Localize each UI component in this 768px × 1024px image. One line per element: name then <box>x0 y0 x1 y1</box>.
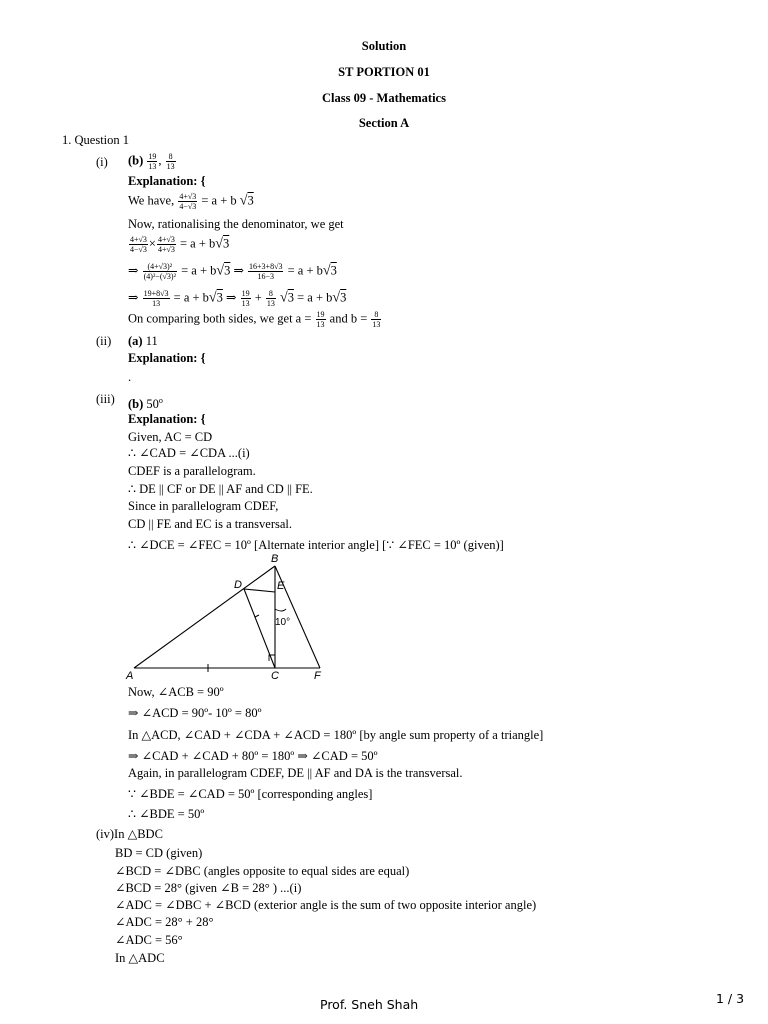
solution-line: ∴ ∠DCE = ∠FEC = 10º [Alternate interior angle] [∵ ∠FEC = 10º (given)] <box>128 538 504 552</box>
part-iv-heading: (iv)In △BDC <box>96 827 163 841</box>
solution-line: Given, AC = CD <box>128 430 213 444</box>
solution-line: Since in parallelogram CDEF, <box>128 499 279 513</box>
section-title: Section A <box>358 116 410 130</box>
part-i-answer: (b) $\frac{19}{13}$ , $\frac{8}{13}$ <box>128 152 175 171</box>
solution-line: ∠ADC = ∠DBC + ∠BCD (exterior angle is the sum of two opposite interior angle) <box>115 898 537 912</box>
solution-line: ∴ ∠CAD = ∠CDA ...(i) <box>128 446 250 460</box>
label-angle: 10° <box>275 617 291 628</box>
equation-line: $\frac{4+√3}{4-√3}$ × $\frac{4+√3}{4+√3}$ = a + b√3 <box>130 235 230 254</box>
fraction: $\frac{19}{13}$ <box>148 152 157 171</box>
solution-line: ∠ADC = 56° <box>115 933 183 947</box>
tick-mark <box>255 615 259 617</box>
solution-line: CDEF is a parallelogram. <box>128 464 256 478</box>
solution-line: ∴ ∠BDE = 50º <box>128 807 205 821</box>
explanation-heading: Explanation: { <box>128 174 206 188</box>
equation-line: ⇒ $\frac{\text{(4+√3)²}}{\text{(4)²−(√3)²}}$ = a + b√3 ⇒ $\frac{16+3+8√3}{16-3}$ = a + b√3 <box>128 262 337 281</box>
fraction: $\frac{8}{13}$ <box>166 152 175 171</box>
solution-line: ∠BCD = ∠DBC (angles opposite to equal sides are equal) <box>115 864 410 878</box>
geometry-figure <box>120 551 335 686</box>
answer-option: (b) <box>128 153 144 168</box>
solution-line: In △ACD, ∠CAD + ∠CDA + ∠ACD = 180º [by angle sum property of a triangle] <box>128 728 544 742</box>
class-title: Class 09 - Mathematics <box>322 91 446 105</box>
label-b: B <box>271 553 279 565</box>
label-e: E <box>277 580 285 592</box>
solution-line: In △ADC <box>115 951 165 965</box>
explanation-heading: Explanation: { <box>128 351 206 365</box>
part-i-number: (i) <box>96 155 108 169</box>
label-c: C <box>271 670 279 682</box>
solution-line: ∴ DE || CF or DE || AF and CD || FE. <box>128 482 313 496</box>
placeholder-dot: . <box>128 370 132 384</box>
solution-line: ⇒ ∠CAD + ∠CAD + 80º = 180º ⇒ ∠CAD = 50º <box>128 749 378 763</box>
line-dc <box>244 589 275 668</box>
line-ab <box>134 566 275 668</box>
solution-line: ⇒ ∠ACD = 90º- 10º = 80º <box>128 706 262 720</box>
part-ii-answer: (a) 11 <box>128 334 158 348</box>
solution-line: CD || FE and EC is a transversal. <box>128 517 293 531</box>
solution-line: ∵ ∠BDE = ∠CAD = 50º [corresponding angles] <box>128 787 373 801</box>
doc-title: Solution <box>361 39 407 53</box>
page-number: 1 / 3 <box>716 991 745 1006</box>
portion-title: ST PORTION 01 <box>338 65 430 79</box>
equation-line: ⇒ $\frac{19+8√3}{13}$ = a + b√3 ⇒ $\frac{19}{13}$ + $\frac{8}{13}$ √3 = a + b√3 <box>128 289 347 308</box>
label-a: A <box>126 670 134 682</box>
solution-line: Now, ∠ACB = 90º <box>128 685 224 699</box>
solution-line: BD = CD (given) <box>115 846 203 860</box>
rationalising-text: Now, rationalising the denominator, we get <box>128 217 344 231</box>
solution-line: ∠BCD = 28° (given ∠B = 28° ) ...(i) <box>115 881 302 895</box>
part-iii-number: (iii) <box>96 392 115 406</box>
comparison-line: On comparing both sides, we get a = $\frac{19}{13}$ and b = $\frac{8}{13}$ <box>128 310 381 329</box>
part-iii-answer: (b) 50$^o$ <box>128 396 163 412</box>
solution-line: Again, in parallelogram CDEF, DE || AF and DA is the transversal. <box>128 766 463 780</box>
label-d: D <box>234 579 242 591</box>
footer-author: Prof. Sneh Shah <box>320 997 419 1012</box>
question-label: 1. Question 1 <box>62 133 130 147</box>
label-f: F <box>314 670 321 682</box>
angle-arc <box>275 609 286 611</box>
line-de <box>244 589 275 592</box>
explanation-heading: Explanation: { <box>128 412 206 426</box>
solution-line: ∠ADC = 28° + 28° <box>115 915 214 929</box>
part-ii-number: (ii) <box>96 334 112 348</box>
equation-line: We have, $\frac{4+√3}{4-√3}$ = a + b √3 <box>128 192 254 211</box>
